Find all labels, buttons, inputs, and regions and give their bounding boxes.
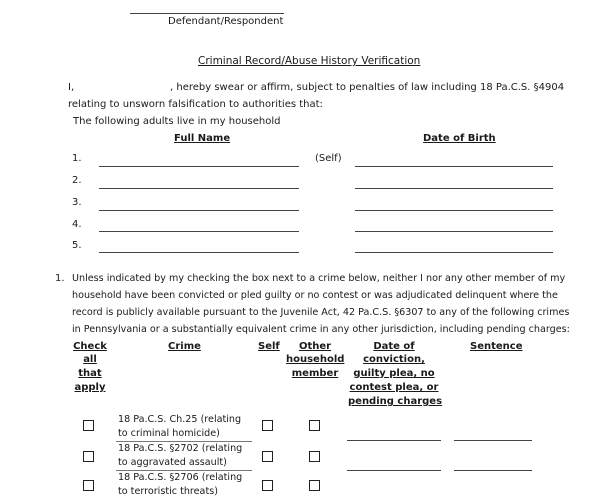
dob-field-3[interactable] (355, 210, 553, 211)
household-row-number: 1. (72, 153, 82, 164)
self-checkbox[interactable] (262, 480, 273, 491)
crime-text-line: to criminal homicide) (118, 428, 220, 439)
date-field[interactable] (347, 440, 441, 441)
other-member-checkbox[interactable] (309, 420, 320, 431)
section-number: 1. (55, 273, 65, 284)
sentence-field[interactable] (454, 470, 532, 471)
section-text-line: in Pennsylvania or a substantially equivalent crime in any other jurisdiction, including pending charges: (72, 324, 570, 335)
dob-field-4[interactable] (355, 231, 553, 232)
household-row-number: 5. (72, 240, 82, 251)
full-name-field-2[interactable] (99, 188, 299, 189)
check-header-line: Check (73, 341, 107, 352)
other-member-checkbox[interactable] (309, 480, 320, 491)
household-row-number: 2. (72, 175, 82, 186)
date-field[interactable] (347, 470, 441, 471)
other-member-header-line: household (286, 354, 345, 365)
full-name-field-4[interactable] (99, 231, 299, 232)
date-of-birth-header: Date of Birth (423, 133, 496, 144)
intro-adults-text: The following adults live in my household (73, 116, 281, 127)
check-header-line: all (83, 354, 97, 365)
crime-row-divider (116, 470, 252, 471)
full-name-header: Full Name (174, 133, 231, 144)
sentence-header: Sentence (470, 341, 523, 352)
document-title: Criminal Record/Abuse History Verification (198, 55, 421, 67)
defendant-label: Defendant/Respondent (168, 16, 284, 27)
check-header-line: apply (74, 382, 106, 393)
check-all-checkbox[interactable] (83, 480, 94, 491)
full-name-field-3[interactable] (99, 210, 299, 211)
household-row-number: 4. (72, 219, 82, 230)
crime-row-divider (116, 441, 252, 442)
dob-field-2[interactable] (355, 188, 553, 189)
dob-field-1[interactable] (355, 166, 553, 167)
full-name-field-1[interactable] (99, 166, 299, 167)
section-text-line: household have been convicted or pled guilty or no contest or was adjudicated delinquent where the (72, 290, 558, 301)
section-text-line: record is publicly available pursuant to the Juvenile Act, 42 Pa.C.S. §6307 to any of the following crimes (72, 307, 570, 318)
self-checkbox[interactable] (262, 451, 273, 462)
date-header-line: Date of (373, 341, 415, 352)
crime-text-line: to aggravated assault) (118, 457, 227, 468)
date-header-line: pending charges (348, 396, 443, 407)
crime-text-line: 18 Pa.C.S. Ch.25 (relating (118, 414, 242, 425)
household-row-number: 3. (72, 197, 82, 208)
check-header-line: that (78, 368, 102, 379)
intro-prefix: I, (68, 82, 75, 93)
date-header-line: contest plea, or (349, 382, 439, 393)
crime-text-line: 18 Pa.C.S. §2702 (relating (118, 443, 243, 454)
intro-swear-text: , hereby swear or affirm, subject to penalties of law including 18 Pa.C.S. §4904 (170, 82, 565, 93)
date-header-line: guilty plea, no (353, 368, 435, 379)
self-checkbox[interactable] (262, 420, 273, 431)
intro-relating-text: relating to unsworn falsification to authorities that: (68, 99, 323, 110)
crime-text-line: 18 Pa.C.S. §2706 (relating (118, 472, 243, 483)
other-member-header-line: Other (298, 341, 332, 352)
check-all-checkbox[interactable] (83, 451, 94, 462)
check-all-checkbox[interactable] (83, 420, 94, 431)
self-header: Self (258, 341, 280, 352)
self-label: (Self) (315, 153, 342, 164)
full-name-field-5[interactable] (99, 252, 299, 253)
defendant-signature-line (130, 13, 284, 14)
crime-text-line: to terroristic threats) (118, 486, 218, 497)
date-header-line: conviction, (363, 354, 425, 365)
crime-header: Crime (168, 341, 201, 352)
section-text-line: Unless indicated by my checking the box next to a crime below, neither I nor any other member of my (72, 273, 566, 284)
other-member-header-line: member (291, 368, 339, 379)
dob-field-5[interactable] (355, 252, 553, 253)
other-member-checkbox[interactable] (309, 451, 320, 462)
sentence-field[interactable] (454, 440, 532, 441)
